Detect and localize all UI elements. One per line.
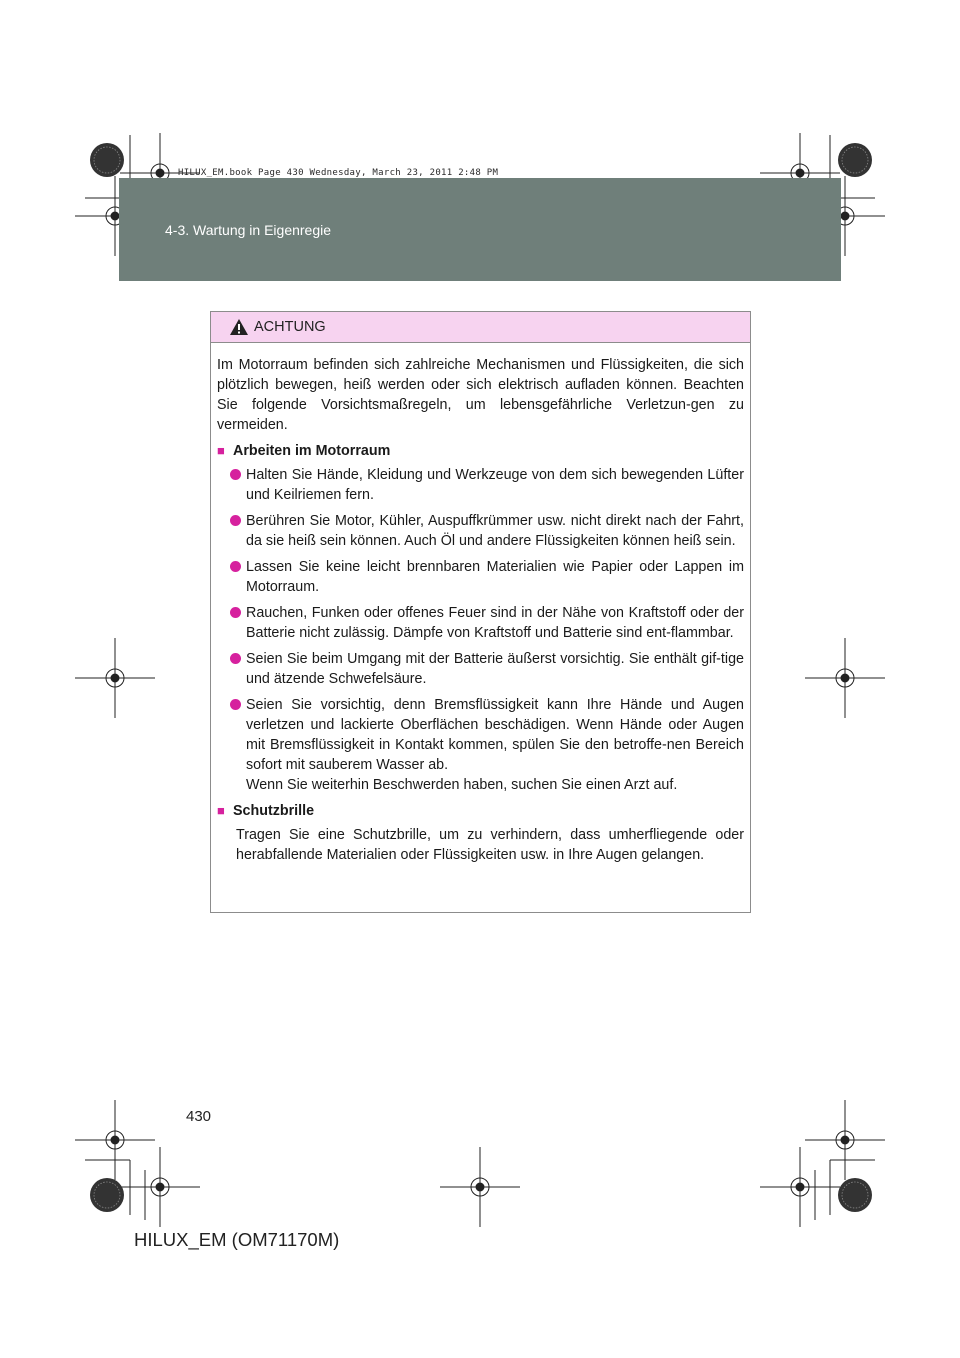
bullet-dot-icon (230, 653, 241, 664)
list-item-text (246, 695, 744, 795)
warning-header (211, 312, 750, 343)
bullet-dot-icon (230, 699, 241, 710)
bullet-dot-icon (230, 561, 241, 572)
bullet-dot-icon (230, 515, 241, 526)
list-item-main-text: Seien Sie vorsichtig, denn Bremsflüssigkeit kann Ihre Hände und Augen verletzen und lackierte Oberflächen beschädigen. Wenn Hände oder Augen mit Bremsflüssigkeit in Kontakt kommen, spülen Sie den betroffe-nen Bereich sofort mit sauberem Wasser ab. (246, 697, 744, 773)
list-item (230, 557, 744, 597)
list-item (230, 695, 744, 795)
warning-body (211, 343, 750, 865)
page-number: 430 (186, 1108, 212, 1125)
list-item-text: Seien Sie beim Umgang mit der Batterie äußerst vorsichtig. Sie enthält gif-tige und ätzende Schwefelsäure. (246, 651, 744, 687)
warning-intro: Im Motorraum befinden sich zahlreiche Mechanismen und Flüssigkeiten, die sich plötzlich bewegen, heiß werden oder sich elektrisch aufladen können. Beachten Sie folgende Vorsichtsmaßregeln, um lebensgefährliche Verletzun-gen zu vermeiden. (217, 357, 744, 433)
list-item-text: Lassen Sie keine leicht brennbaren Materialien wie Papier oder Lappen im Motorraum. (246, 559, 744, 595)
list-item (230, 511, 744, 551)
section-heading (217, 801, 744, 821)
list-item (230, 649, 744, 689)
section-heading-text: Schutzbrille (233, 803, 315, 819)
bullet-dot-icon (230, 469, 241, 480)
book-stamp: HILUX_EM.book Page 430 Wednesday, March 23, 2011 2:48 PM (178, 168, 499, 178)
list-item (230, 603, 744, 643)
warning-triangle-icon (229, 318, 249, 336)
warning-box (210, 311, 751, 913)
document-code: HILUX_EM (OM71170M) (134, 1229, 340, 1250)
warning-title: ACHTUNG (254, 319, 326, 335)
list-item-text: Halten Sie Hände, Kleidung und Werkzeuge von dem sich bewegenden Lüfter und Keilriemen fern. (246, 467, 744, 503)
bullet-dot-icon (230, 607, 241, 618)
list-item-text: Berühren Sie Motor, Kühler, Auspuffkrümmer usw. nicht direkt nach der Fahrt, da sie heiß sein können. Auch Öl und andere Flüssigkeiten können heiß sein. (246, 513, 744, 549)
list-item (230, 465, 744, 505)
square-bullet-icon: ■ (217, 443, 225, 458)
section-text: Tragen Sie eine Schutzbrille, um zu verhindern, dass umherfliegende oder herabfallende Materialien oder Flüssigkeiten usw. in Ihre Augen gelangen. (236, 827, 744, 863)
list-item-extra-text: Wenn Sie weiterhin Beschwerden haben, suchen Sie einen Arzt auf. (246, 777, 678, 793)
section-heading (217, 441, 744, 461)
square-bullet-icon: ■ (217, 803, 225, 818)
section-heading-text: Arbeiten im Motorraum (233, 443, 391, 459)
section-title: 4-3. Wartung in Eigenregie (165, 222, 332, 238)
list-item-text: Rauchen, Funken oder offenes Feuer sind in der Nähe von Kraftstoff oder der Batterie nicht zulässig. Dämpfe von Kraftstoff und Batterie sind ent-flammbar. (246, 605, 744, 641)
